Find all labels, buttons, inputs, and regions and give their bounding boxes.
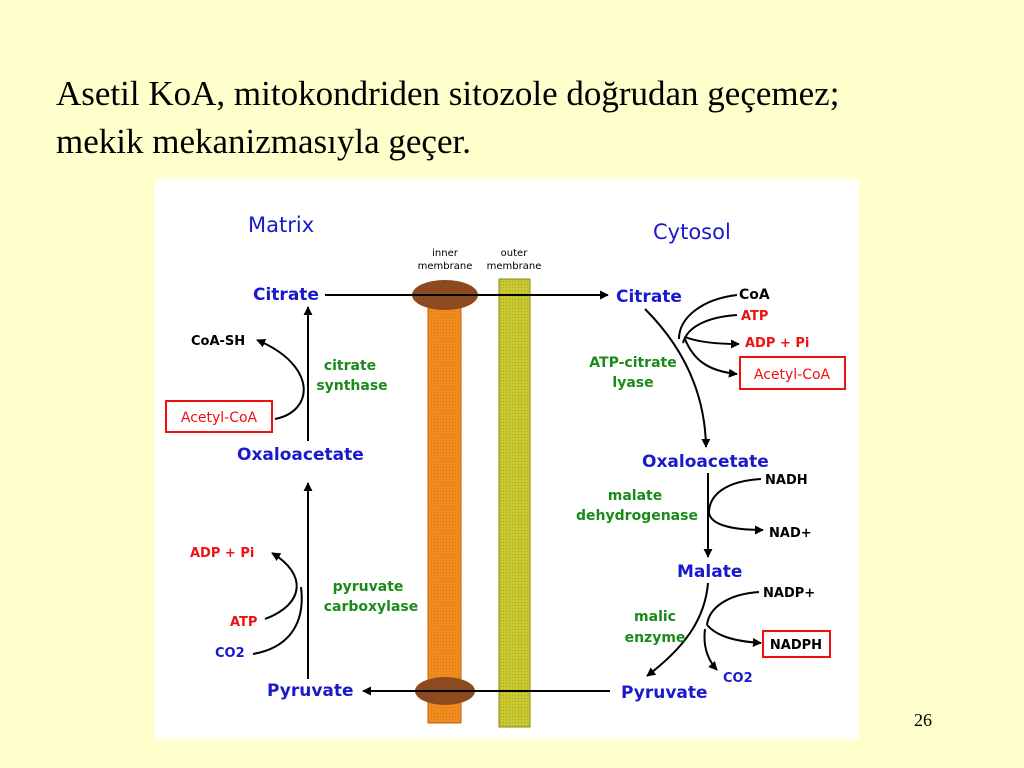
cytosol-nadph: NADPH (769, 638, 823, 653)
citrate-synthase-line-1: citrate (323, 358, 377, 374)
atp-citrate-lyase-line-2: lyase (612, 375, 654, 391)
matrix-coa-sh: CoA-SH (191, 334, 246, 349)
matrix-oxaloacetate: Oxaloacetate (237, 445, 364, 465)
malate-dehydrogenase-line-1: malate (607, 488, 663, 504)
cytosol-malate: Malate (677, 562, 743, 582)
matrix-adp-pi: ADP + Pi (190, 546, 255, 561)
nadh-input-curve (709, 479, 761, 513)
cytosol-co2: CO2 (723, 671, 753, 686)
citrate-to-oxaloacetate-arrow (645, 309, 706, 447)
diagram-canvas (155, 179, 859, 739)
atp-to-adp-pi-curve (265, 553, 297, 619)
matrix-co2: CO2 (215, 646, 245, 661)
cytosol-title: Cytosol (653, 220, 731, 244)
atp-citrate-lyase-line-1: ATP-citrate (589, 355, 677, 371)
cytosol-pyruvate: Pyruvate (621, 683, 708, 703)
nadp-input-curve (707, 592, 759, 625)
outer-membrane-label-line-2: membrane (486, 261, 542, 272)
inner-membrane (428, 295, 461, 723)
cytosol-atp: ATP (741, 309, 769, 324)
inner-membrane-label-line-2: membrane (417, 261, 473, 272)
nadph-output-curve (707, 625, 761, 643)
slide-title-line-2: mekik mekanizmasıyla geçer. (56, 122, 471, 161)
matrix-acetyl-coa: Acetyl-CoA (180, 410, 258, 426)
cytosol-coa: CoA (739, 287, 770, 303)
matrix-citrate: Citrate (253, 285, 319, 305)
citrate-shuttle-diagram (155, 179, 859, 739)
malic-enzyme-line-1: malic (634, 609, 676, 625)
matrix-title: Matrix (248, 213, 315, 237)
cytosol-adp-pi: ADP + Pi (745, 336, 810, 351)
outer-membrane (499, 279, 530, 727)
co2-output-curve (705, 629, 718, 670)
pyruvate-carboxylase-line-2: carboxylase (323, 599, 419, 615)
citrate-synthase-line-2: synthase (316, 378, 388, 394)
outer-membrane-label-line-1: outer (500, 248, 528, 259)
malic-enzyme-line-2: enzyme (624, 630, 686, 646)
cytosol-nadp-plus: NADP+ (763, 586, 816, 601)
slide-title-line-1: Asetil KoA, mitokondriden sitozole doğrudan geçemez; (56, 74, 840, 113)
cytosol-nad-plus: NAD+ (769, 526, 812, 541)
cytosol-acetyl-coa: Acetyl-CoA (753, 367, 831, 383)
matrix-atp: ATP (230, 615, 258, 630)
cytosol-citrate: Citrate (616, 287, 682, 307)
matrix-pyruvate: Pyruvate (267, 681, 354, 701)
slide-title (56, 70, 996, 166)
adp-pi-output-curve (685, 337, 739, 344)
page-number: 26 (914, 710, 932, 730)
pyruvate-carboxylase-line-1: pyruvate (332, 579, 404, 595)
malate-dehydrogenase-line-2: dehydrogenase (576, 508, 698, 524)
inner-membrane-label-line-1: inner (432, 248, 458, 259)
nad-output-curve (709, 513, 763, 530)
cytosol-nadh: NADH (765, 473, 808, 488)
cytosol-oxaloacetate: Oxaloacetate (642, 452, 769, 472)
